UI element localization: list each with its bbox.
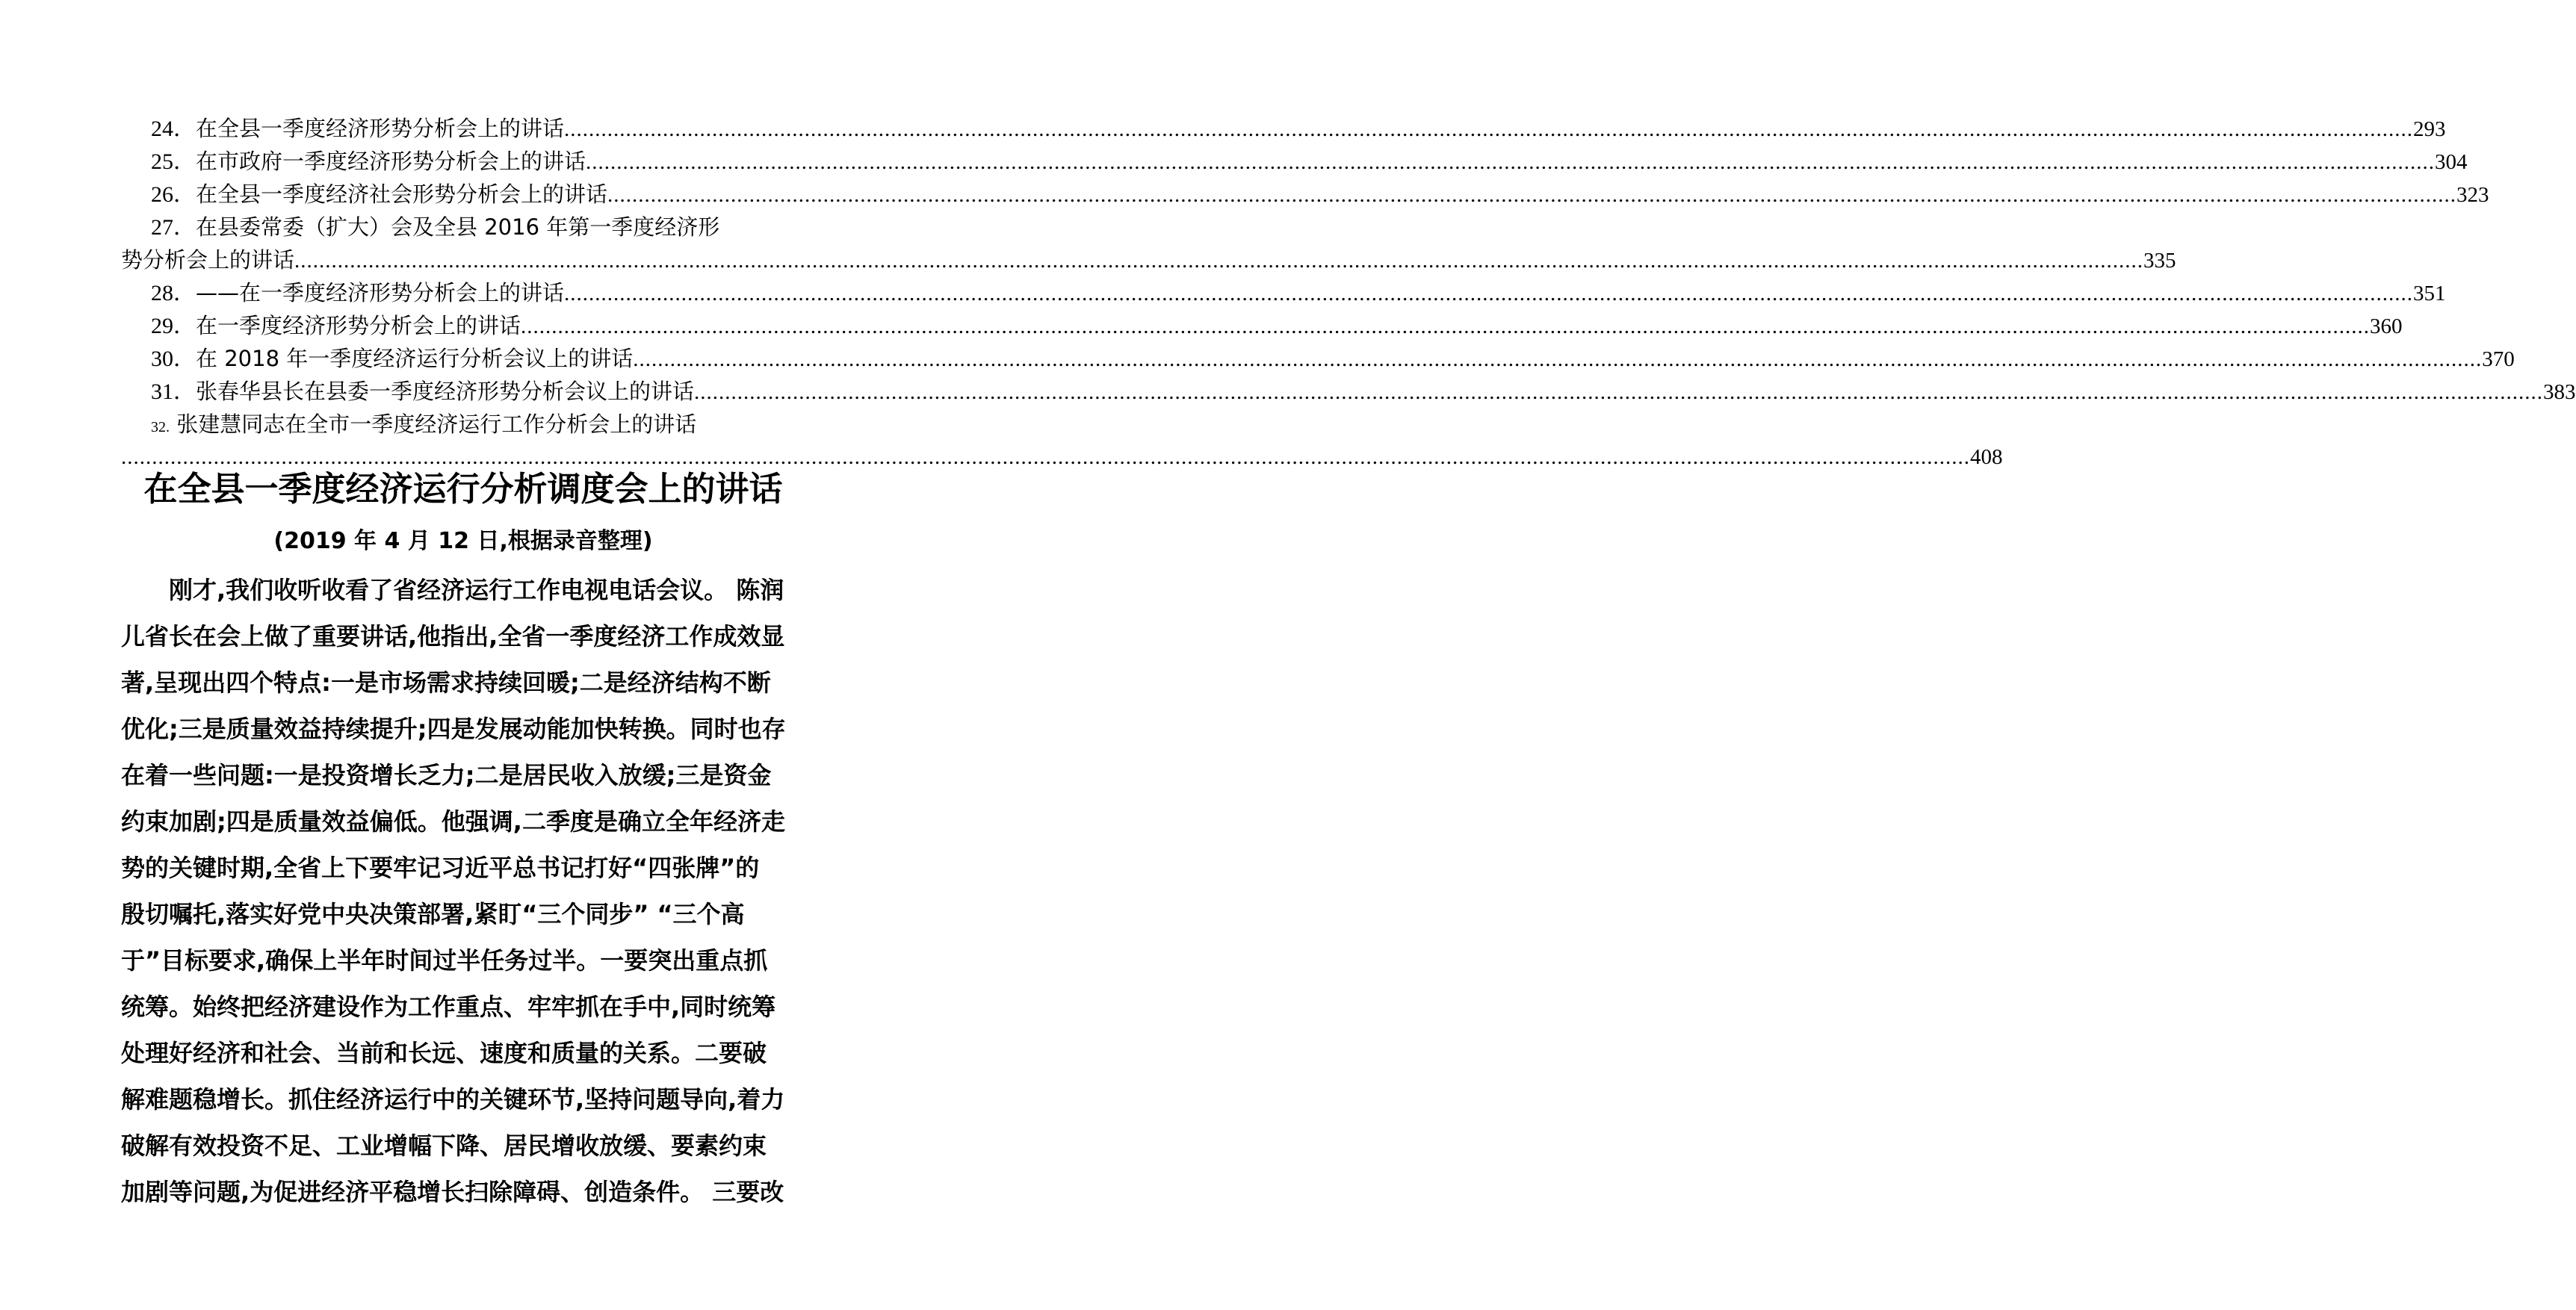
toc-entry-page: 360 bbox=[2370, 314, 2403, 338]
toc-entry-title-continued: 势分析会上的讲话 bbox=[121, 247, 295, 273]
document-title: 在全县一季度经济运行分析调度会上的讲话 bbox=[143, 469, 783, 509]
toc-entry-title: 在县委常委（扩大）会及全县 2016 年第一季度经济形 bbox=[196, 214, 720, 240]
toc-entry-title: 在 2018 年一季度经济运行分析会议上的讲话 bbox=[196, 346, 634, 371]
body-line: 刚才,我们收听收看了省经济运行工作电视电话会议。 陈润 bbox=[169, 576, 784, 604]
toc-line bbox=[121, 211, 841, 243]
body-line: 处理好经济和社会、当前和长远、速度和质量的关系。二要破 bbox=[121, 1039, 767, 1067]
toc-leader-dots: ............................................................................................................................................................................................................................................................................................................ bbox=[294, 249, 2144, 273]
toc-entry-number: 31． bbox=[151, 379, 196, 404]
toc-leader-dots: ............................................................................................................................................................................................................................................................................................................ bbox=[694, 380, 2544, 404]
toc-entry-page: 370 bbox=[2482, 347, 2515, 371]
toc-entry-page: 304 bbox=[2435, 150, 2468, 174]
toc-line bbox=[121, 243, 2176, 276]
toc-entry-page: 408 bbox=[1970, 445, 2003, 469]
toc-entry-page: 293 bbox=[2413, 117, 2446, 141]
toc-leader-dots: ............................................................................................................................................................................................................................................................................................................ bbox=[586, 150, 2436, 174]
body-line: 在着一些问题:一是投资增长乏力;二是居民收入放缓;三是资金 bbox=[121, 761, 772, 789]
body-line: 约束加剧;四是质量效益偏低。他强调,二季度是确立全年经济走 bbox=[121, 807, 785, 836]
toc-entry[interactable] bbox=[121, 342, 2515, 375]
toc-entry-page: 383 bbox=[2543, 380, 2576, 404]
toc-line bbox=[121, 309, 2403, 342]
toc-line bbox=[121, 375, 2576, 408]
toc-leader-dots: ............................................................................................................................................................................................................................................................................................................ bbox=[607, 183, 2457, 207]
body-line: 殷切嘱托,落实好党中央决策部署,紧盯“三个同步” “三个高 bbox=[121, 900, 745, 928]
toc-entry-text bbox=[151, 145, 586, 179]
toc-line bbox=[121, 112, 2446, 145]
toc-leader-dots: ............................................................................................................................................................................................................................................................................................................ bbox=[564, 282, 2414, 305]
toc-entry-page: 323 bbox=[2456, 183, 2489, 207]
toc-entry[interactable] bbox=[121, 309, 2403, 342]
document-subtitle: (2019 年 4 月 12 日,根据录音整理) bbox=[273, 528, 653, 554]
toc-entry-page: 335 bbox=[2143, 249, 2176, 273]
toc-entry-title: 在一季度经济形势分析会上的讲话 bbox=[196, 313, 521, 338]
toc-entry-number: 30． bbox=[151, 347, 196, 371]
toc-leader-dots: ............................................................................................................................................................................................................................................................................................................ bbox=[564, 117, 2414, 141]
toc-line bbox=[121, 342, 2515, 375]
toc-entry[interactable] bbox=[121, 112, 2446, 145]
toc-entry[interactable] bbox=[121, 145, 2468, 178]
toc-entry-title: 在全县一季度经济社会形势分析会上的讲话 bbox=[196, 181, 608, 207]
toc-entry-number: 26． bbox=[151, 182, 196, 207]
toc-line bbox=[121, 408, 841, 441]
toc-entry[interactable] bbox=[121, 211, 2176, 276]
body-line: 加剧等问题,为促进经济平稳增长扫除障碍、创造条件。 三要改 bbox=[121, 1178, 784, 1206]
toc-entry-number: 27． bbox=[151, 215, 196, 240]
toc-leader-dots: ............................................................................................................................................................................................................................................................................................................ bbox=[121, 445, 1970, 469]
toc-line bbox=[121, 178, 2489, 211]
body-line: 优化;三是质量效益持续提升;四是发展动能加快转换。同时也存 bbox=[121, 715, 786, 743]
body-line: 势的关键时期,全省上下要牢记习近平总书记打好“四张牌”的 bbox=[121, 854, 760, 882]
toc-leader-dots: ............................................................................................................................................................................................................................................................................................................ bbox=[633, 347, 2483, 371]
toc-entry-number: 28． bbox=[151, 281, 196, 305]
toc-entry-title: ——在一季度经济形势分析会上的讲话 bbox=[196, 280, 565, 305]
toc-entry-number: 24． bbox=[151, 117, 196, 141]
toc-entry-number: 32. bbox=[151, 419, 170, 435]
toc-entry[interactable] bbox=[121, 178, 2489, 211]
toc-entry-page: 351 bbox=[2413, 282, 2446, 305]
toc-entry[interactable] bbox=[121, 408, 2003, 474]
toc-entry-text bbox=[151, 309, 521, 343]
toc-line bbox=[121, 276, 2446, 309]
body-line: 儿省长在会上做了重要讲话,他指出,全省一季度经济工作成效显 bbox=[121, 622, 785, 651]
body-line: 解难题稳增长。抓住经济运行中的关键环节,坚持问题导向,着力 bbox=[121, 1085, 785, 1114]
toc-entry-text bbox=[151, 178, 607, 211]
table-of-contents bbox=[121, 112, 2576, 474]
toc-entry-title: 在全县一季度经济形势分析会上的讲话 bbox=[196, 116, 565, 141]
toc-entry[interactable] bbox=[121, 276, 2446, 309]
toc-entry-text bbox=[151, 112, 564, 146]
toc-line bbox=[121, 145, 2468, 178]
toc-entry-title: 张春华县长在县委一季度经济形势分析会议上的讲话 bbox=[196, 379, 695, 404]
body-line: 著,呈现出四个特点:一是市场需求持续回暖;二是经济结构不断 bbox=[121, 668, 771, 697]
toc-entry-number: 29． bbox=[151, 314, 196, 338]
body-line: 于”目标要求,确保上半年时间过半任务过半。一要突出重点抓 bbox=[121, 946, 768, 975]
toc-entry-text bbox=[151, 276, 564, 310]
toc-entry-text bbox=[151, 375, 694, 409]
body-line: 破解有效投资不足、工业增幅下降、居民增收放缓、要素约束 bbox=[121, 1131, 767, 1160]
toc-entry-title: 在市政府一季度经济形势分析会上的讲话 bbox=[196, 149, 586, 174]
toc-leader-dots: ............................................................................................................................................................................................................................................................................................................ bbox=[521, 314, 2371, 338]
toc-entry-text bbox=[151, 342, 633, 376]
toc-entry[interactable] bbox=[121, 375, 2576, 408]
body-paragraph bbox=[121, 567, 817, 1215]
body-line: 统筹。始终把经济建设作为工作重点、牢牢抓在手中,同时统筹 bbox=[121, 993, 776, 1021]
toc-entry-number: 25． bbox=[151, 149, 196, 174]
toc-entry-title: 张建慧同志在全市一季度经济运行工作分析会上的讲话 bbox=[176, 412, 697, 437]
